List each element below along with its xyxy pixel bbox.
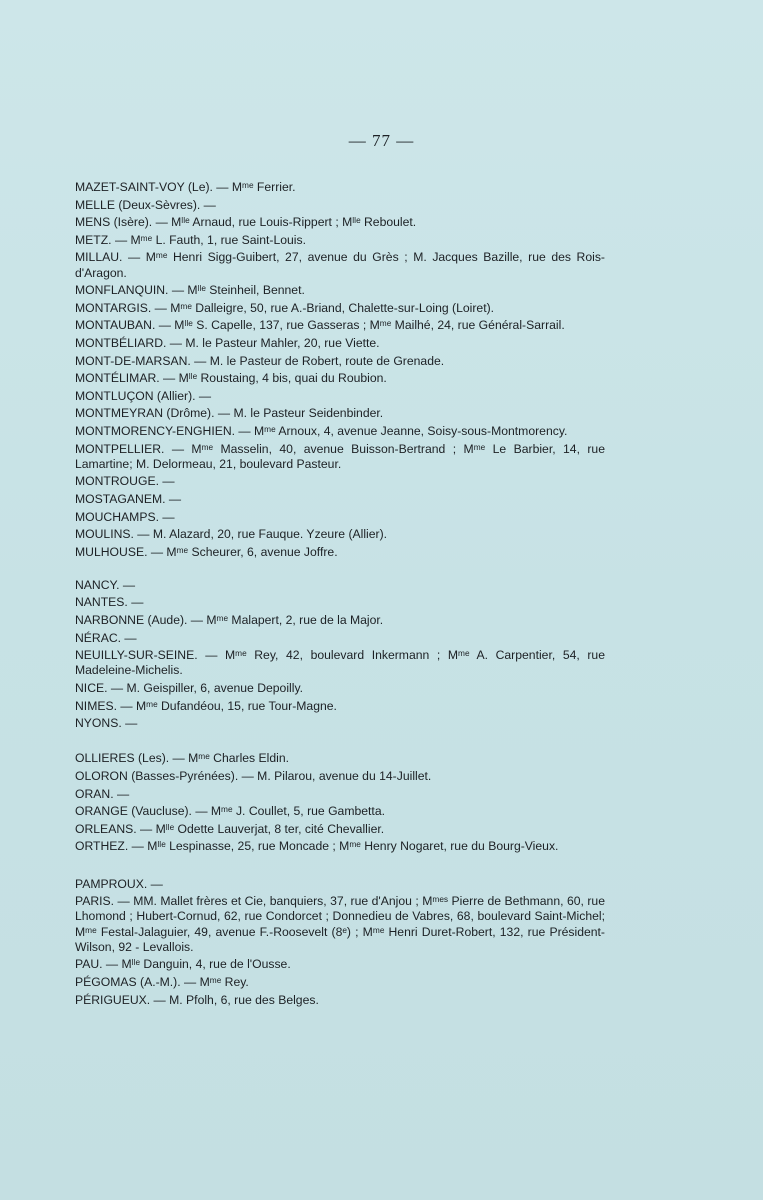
list-item: NANTES. — [75, 595, 144, 610]
list-item: NICE. — M. Geispiller, 6, avenue Depoilly. [75, 681, 304, 696]
list-item: PÉGOMAS (A.-M.). — Mᵐᵉ Rey. [75, 975, 249, 990]
list-item: PAU. — Mˡˡᵉ Danguin, 4, rue de l'Ousse. [75, 957, 291, 972]
list-item: MULHOUSE. — Mᵐᵉ Scheurer, 6, avenue Joffre. [75, 544, 338, 559]
list-item: MONTÉLIMAR. — Mˡˡᵉ Roustaing, 4 bis, quai du Roubion. [75, 371, 387, 386]
list-item: MAZET-SAINT-VOY (Le). — Mᵐᵉ Ferrier. [75, 180, 296, 194]
list-item: MOSTAGANEM. — [75, 491, 182, 506]
list-item: MOUCHAMPS. — [75, 509, 175, 524]
list-item: MONTROUGE. — [75, 474, 175, 489]
list-item: MONTMORENCY-ENGHIEN. — Mᵐᵉ Arnoux, 4, avenue Jeanne, Soisy-sous-Montmorency. [75, 423, 568, 438]
list-item: MILLAU. — Mᵐᵉ Henri Sigg-Guibert, 27, avenue du Grès ; M. Jacques Bazille, rue des Rois-d'Aragon. [75, 250, 605, 280]
list-item: MONTAUBAN. — Mˡˡᵉ S. Capelle, 137, rue Gasseras ; Mᵐᵉ Mailhé, 24, rue Général-Sarrail. [75, 318, 565, 333]
list-item: PAMPROUX. — [75, 876, 163, 891]
list-item: NARBONNE (Aude). — Mᵐᵉ Malapert, 2, rue de la Major. [75, 613, 384, 628]
list-item: NYONS. — [75, 716, 138, 731]
list-item: MONTARGIS. — Mᵐᵉ Dalleigre, 50, rue A.-Briand, Chalette-sur-Loing (Loiret). [75, 300, 495, 315]
list-item: NEUILLY-SUR-SEINE. — Mᵐᵉ Rey, 42, boulevard Inkermann ; Mᵐᵉ A. Carpentier, 54, rue Madeleine-Michelis. [75, 648, 605, 678]
list-item: MONTMEYRAN (Drôme). — M. le Pasteur Seidenbinder. [75, 406, 384, 421]
list-item: MONFLANQUIN. — Mˡˡᵉ Steinheil, Bennet. [75, 283, 305, 298]
list-item: MONT-DE-MARSAN. — M. le Pasteur de Robert, route de Grenade. [75, 353, 445, 368]
list-item: PÉRIGUEUX. — M. Pfolh, 6, rue des Belges. [75, 992, 319, 1007]
list-item: ORANGE (Vaucluse). — Mᵐᵉ J. Coullet, 5, rue Gambetta. [75, 804, 385, 819]
list-item: PARIS. — MM. Mallet frères et Cie, banquiers, 37, rue d'Anjou ; Mᵐᵉˢ Pierre de Bethmann, 60, rue Lhomond ; Hubert-Cornud, 62, rue Condorcet ; Donnedieu de Vabres, 68, boulevard Saint-Michel; Mᵐᵉ Festal-Jalaguier, 49, avenue F.-Roosevelt (8ᵉ) ; Mᵐᵉ Henri Duret-Robert, 132, rue Président-Wilson, 92 - Levallois. [75, 894, 605, 954]
list-item: NANCY. — [75, 577, 136, 592]
list-item: OLORON (Basses-Pyrénées). — M. Pilarou, avenue du 14-Juillet. [75, 769, 432, 784]
list-item: NÉRAC. — [75, 630, 137, 645]
list-item: ORTHEZ. — Mˡˡᵉ Lespinasse, 25, rue Moncade ; Mᵐᵉ Henry Nogaret, rue du Bourg-Vieux. [75, 839, 559, 854]
list-item: OLLIERES (Les). — Mᵐᵉ Charles Eldin. [75, 751, 290, 766]
address-list [75, 180, 605, 1010]
list-item: MONTBÉLIARD. — M. le Pasteur Mahler, 20, rue Viette. [75, 335, 380, 350]
list-item: MELLE (Deux-Sèvres). — [75, 197, 216, 212]
list-item: METZ. — Mᵐᵉ L. Fauth, 1, rue Saint-Louis. [75, 232, 306, 247]
list-item: MOULINS. — M. Alazard, 20, rue Fauque. Yzeure (Allier). [75, 527, 388, 542]
list-item: MONTPELLIER. — Mᵐᵉ Masselin, 40, avenue Buisson-Bertrand ; Mᵐᵉ Le Barbier, 14, rue Lamartine; M. Delormeau, 21, boulevard Pasteur. [75, 441, 605, 471]
list-item: ORAN. — [75, 786, 130, 801]
list-item: MONTLUÇON (Allier). — [75, 388, 212, 403]
list-item: ORLEANS. — Mˡˡᵉ Odette Lauverjat, 8 ter, cité Chevallier. [75, 821, 385, 836]
list-item: NIMES. — Mᵐᵉ Dufandéou, 15, rue Tour-Magne. [75, 698, 337, 713]
page-number: — 77 — [348, 131, 415, 150]
list-item: MENS (Isère). — Mˡˡᵉ Arnaud, rue Louis-Rippert ; Mˡˡᵉ Reboulet. [75, 215, 417, 230]
